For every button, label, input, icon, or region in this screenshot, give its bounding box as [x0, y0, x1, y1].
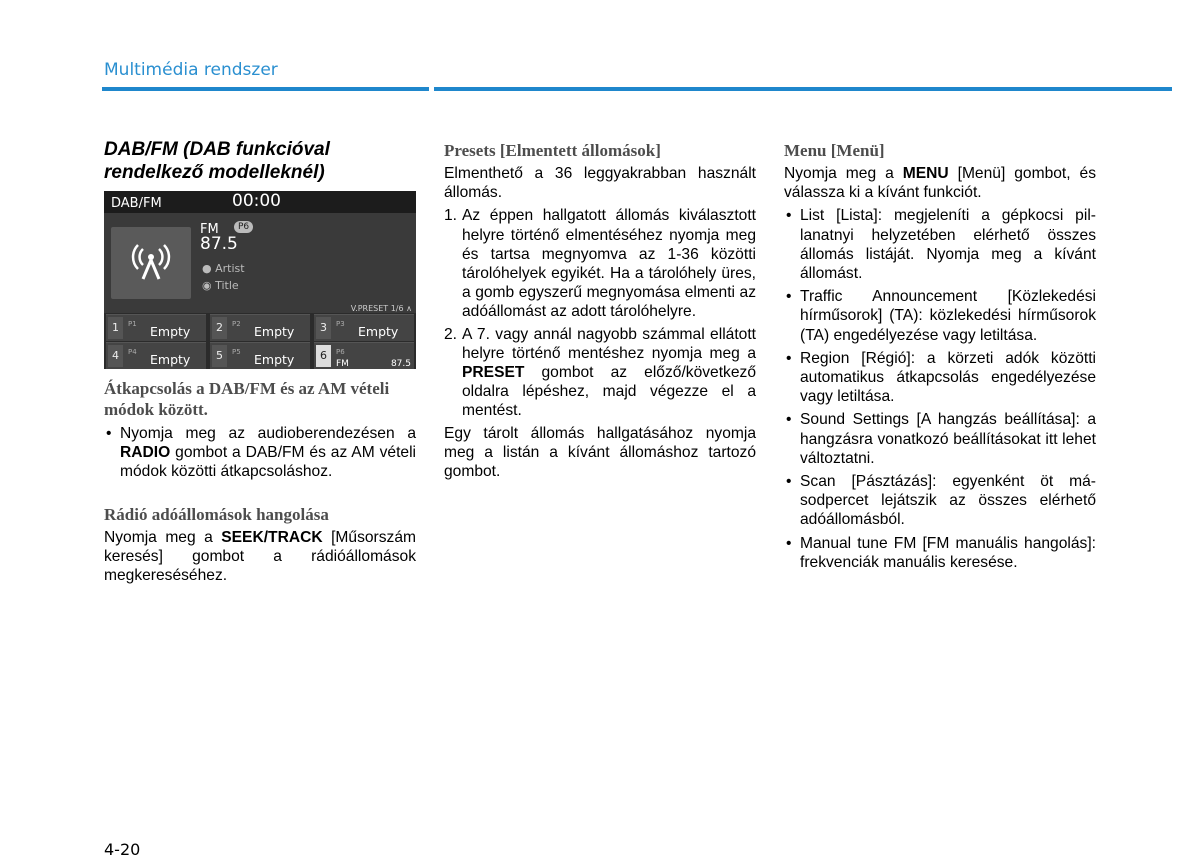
- artist-text: Artist: [215, 262, 245, 275]
- frequency-display: 87.5: [200, 234, 238, 254]
- header-rule-right: [434, 87, 1172, 91]
- preset-number: 4: [108, 345, 123, 367]
- preset-number: 1: [108, 317, 123, 339]
- preset-label: P5: [232, 348, 241, 356]
- radio-broadcast-icon: [129, 241, 173, 285]
- title-text: Title: [215, 279, 239, 292]
- preset-label: P2: [232, 320, 241, 328]
- radio-button-ref: RADIO: [120, 444, 171, 462]
- preset-name: Empty: [358, 324, 399, 339]
- preset-button-4[interactable]: [106, 342, 206, 369]
- column-1: [104, 138, 416, 585]
- title-line: [202, 276, 239, 295]
- list-item: 2. A 7. vagy annál nagyobb számmal ellátott helyre történő mentéshez nyomja meg a PRESET gombot az előző/következő oldalra lépéshez, majd végezze el a mentést.: [444, 325, 756, 420]
- screen-clock: 00:00: [232, 191, 281, 211]
- menu-intro: Nyomja meg a MENU [Menü] gombot, és válassza ki a kívánt funkciót.: [784, 165, 1096, 202]
- list-item: • Scan [Pásztázás]: egyenként öt másodpercet lejátszik az összes elérhető adóállomásból.: [786, 473, 1096, 529]
- preset-label: P4: [128, 348, 137, 356]
- page-title: DAB/FM (DAB funkcióval rendelkező modelleknél): [104, 139, 330, 183]
- now-playing-panel: [104, 213, 416, 313]
- preset-button-6[interactable]: [314, 342, 414, 369]
- disc-icon: ◉: [202, 279, 212, 292]
- preset-name: Empty: [150, 324, 191, 339]
- list-item: • List [Lista]: megjeleníti a gépkocsi pillanatnyi helyzetében elérhető összes állomás listáját. Nyomja meg a kívánt állomást.: [786, 207, 1096, 283]
- preset-number: 3: [316, 317, 331, 339]
- tuning-paragraph: Nyomja meg a SEEK/TRACK [Műsorszám keresés] gombot a rádióállomások megkereséséhez.: [104, 528, 416, 585]
- preset-button-3[interactable]: [314, 314, 414, 341]
- radio-screen-illustration: [104, 191, 416, 369]
- preset-button-2[interactable]: [210, 314, 310, 341]
- section-heading-mode-switch: Átkapcsolás a DAB/FM és az AM vételi módok között.: [104, 379, 390, 419]
- preset-number: 6: [316, 345, 331, 367]
- preset-number: 5: [212, 345, 227, 367]
- section-heading-menu: Menu [Menü]: [784, 141, 885, 160]
- preset-band: FM: [336, 359, 349, 369]
- list-item: 1. Az éppen hallgatott állomás kiválasztott helyre történő elmentéséhez nyomja meg és tartsa megnyomva az 1-36 közötti tárolóhelyek egyikét. Ha a tárolóhely üres, a gomb egyszerű megnyomása elmenti az adóállomást az adott tárolóhelyre.: [444, 207, 756, 321]
- list-item: • Nyomja meg az audioberendezésen a RADIO gombot a DAB/FM és az AM vételi módok közötti átkapcsoláshoz.: [106, 425, 416, 481]
- list-item: • Manual tune FM [FM manuális hangolás]: frekvenciák manuális keresése.: [786, 534, 1096, 571]
- preset-frequency: 87.5: [390, 359, 411, 369]
- preset-name: Empty: [254, 324, 295, 339]
- column-2: [444, 140, 756, 481]
- person-icon: ●: [202, 262, 212, 275]
- list-item: • Region [Régió]: a körzeti adók közötti automatikus átkapcsolás engedélyezése vagy letiltása.: [786, 349, 1096, 406]
- preset-button-ref: PRESET: [462, 364, 525, 382]
- preset-number: 2: [212, 317, 227, 339]
- preset-button-1[interactable]: [106, 314, 206, 341]
- seek-track-ref: SEEK/TRACK: [221, 528, 323, 546]
- list-item: • Sound Settings [A hangzás beállítása]: a hangzásra vonatkozó beállításokat itt lehet változtatni.: [786, 411, 1096, 467]
- preset-page-info: V.PRESET 1/6 ∧: [350, 304, 412, 313]
- column-3: [784, 140, 1096, 576]
- presets-intro: Elmenthető a 36 leggyakrabban használt állomás.: [444, 165, 756, 202]
- presets-outro: Egy tárolt állomás hallgatásához nyomja meg a listán a kívánt állomáshoz tartozó gombot.: [444, 424, 756, 481]
- mode-switch-list: [104, 424, 416, 482]
- preset-button-5[interactable]: [210, 342, 310, 369]
- list-item: • Traffic Announcement [Közlekedési hírműsorok] (TA): közlekedési hírműsorok (TA) engedélyezése vagy letiltása.: [786, 288, 1096, 344]
- preset-name: Empty: [150, 352, 191, 367]
- screen-mode: DAB/FM: [111, 196, 162, 211]
- section-header: Multimédia rendszer: [104, 60, 278, 80]
- preset-label: P6: [336, 348, 345, 356]
- page-number: 4-20: [104, 840, 141, 859]
- section-heading-presets: Presets [Elmentett állomások]: [444, 141, 661, 160]
- screen-status-bar: [104, 191, 416, 213]
- preset-label: P1: [128, 320, 137, 328]
- presets-steps: [444, 206, 756, 420]
- band-label: FM: [200, 222, 219, 237]
- menu-button-ref: MENU: [902, 165, 949, 182]
- preset-label: P3: [336, 320, 345, 328]
- preset-badge: P6: [234, 221, 253, 233]
- section-heading-tuning: Rádió adóállomások hangolása: [104, 504, 329, 524]
- menu-options-list: [784, 206, 1096, 572]
- preset-name: Empty: [254, 352, 295, 367]
- header-rule-left: [102, 87, 429, 91]
- album-art: [111, 227, 191, 299]
